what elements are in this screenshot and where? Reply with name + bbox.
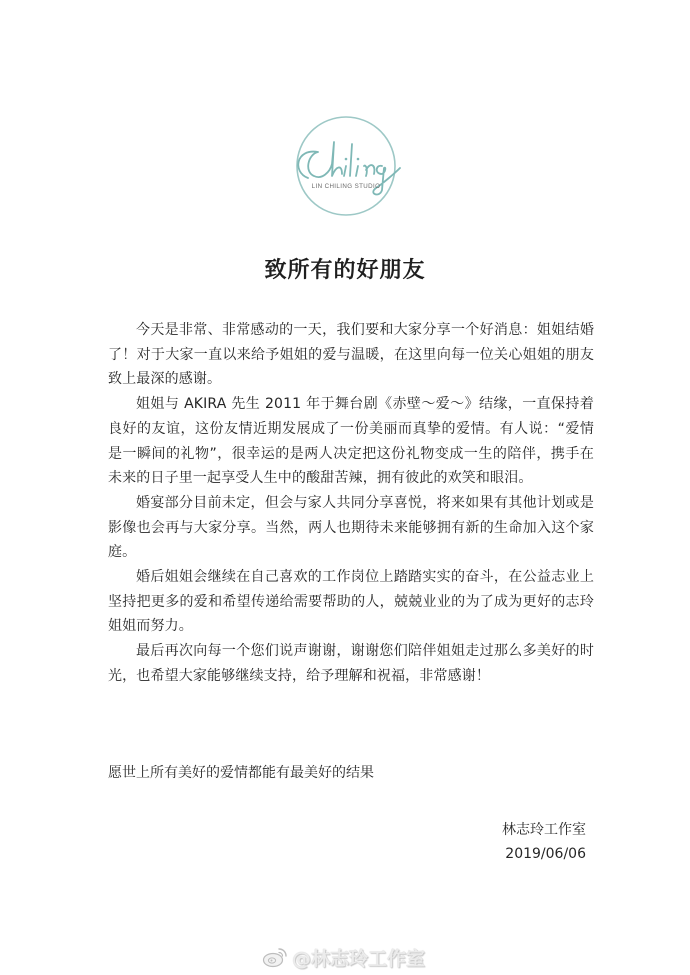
signature-date: 2019/06/06 — [505, 846, 586, 862]
weibo-icon — [262, 945, 288, 969]
watermark-text: @林志玲工作室 — [292, 947, 426, 970]
paragraph-relationship: 姐姐与 AKIRA 先生 2011 年于舞台剧《赤壁～爱～》结缘，一直保持着良好的友谊，这份友情近期发展成了一份美丽而真挚的爱情。有人说：“爱情是一瞬间的礼物”，很幸运的是两人决定把这份礼物变成一生的陪伴，携手在未来的日子里一起享受人生中的酸甜苦辣，拥有彼此的欢笑和眼泪。 — [108, 396, 594, 487]
letter-body — [108, 318, 594, 689]
paragraph-wedding-plans: 婚宴部分目前未定，但会与家人共同分享喜悦，将来如果有其他计划或是影像也会再与大家分享。当然，两人也期待未来能够拥有新的生命加入这个家庭。 — [108, 494, 594, 561]
signature-name: 林志玲工作室 — [502, 822, 586, 838]
signature-block — [502, 818, 586, 866]
studio-logo-emblem — [278, 114, 414, 218]
paragraph-announcement: 今天是非常、非常感动的一天，我们要和大家分享一个好消息：姐姐结婚了！对于大家一直以来给予姐姐的爱与温暖，在这里向每一位关心姐姐的朋友致上最深的感谢。 — [108, 322, 594, 388]
studio-logo — [278, 114, 414, 218]
paragraph-career: 婚后姐姐会继续在自己喜欢的工作岗位上踏踏实实的奋斗，在公益志业上坚持把更多的爱和希望传递给需要帮助的人，兢兢业业的为了成为更好的志玲姐姐而努力。 — [108, 569, 594, 635]
paragraph-thanks: 最后再次向每一个您们说声谢谢，谢谢您们陪伴姐姐走过那么多美好的时光，也希望大家能够继续支持，给予理解和祝福，非常感谢！ — [108, 643, 594, 684]
letter-title: 致所有的好朋友 — [264, 258, 426, 283]
logo-caption: LIN CHILING STUDIO — [311, 183, 381, 190]
weibo-watermark — [262, 944, 425, 970]
closing-line: 愿世上所有美好的爱情都能有最美好的结果 — [108, 765, 374, 781]
